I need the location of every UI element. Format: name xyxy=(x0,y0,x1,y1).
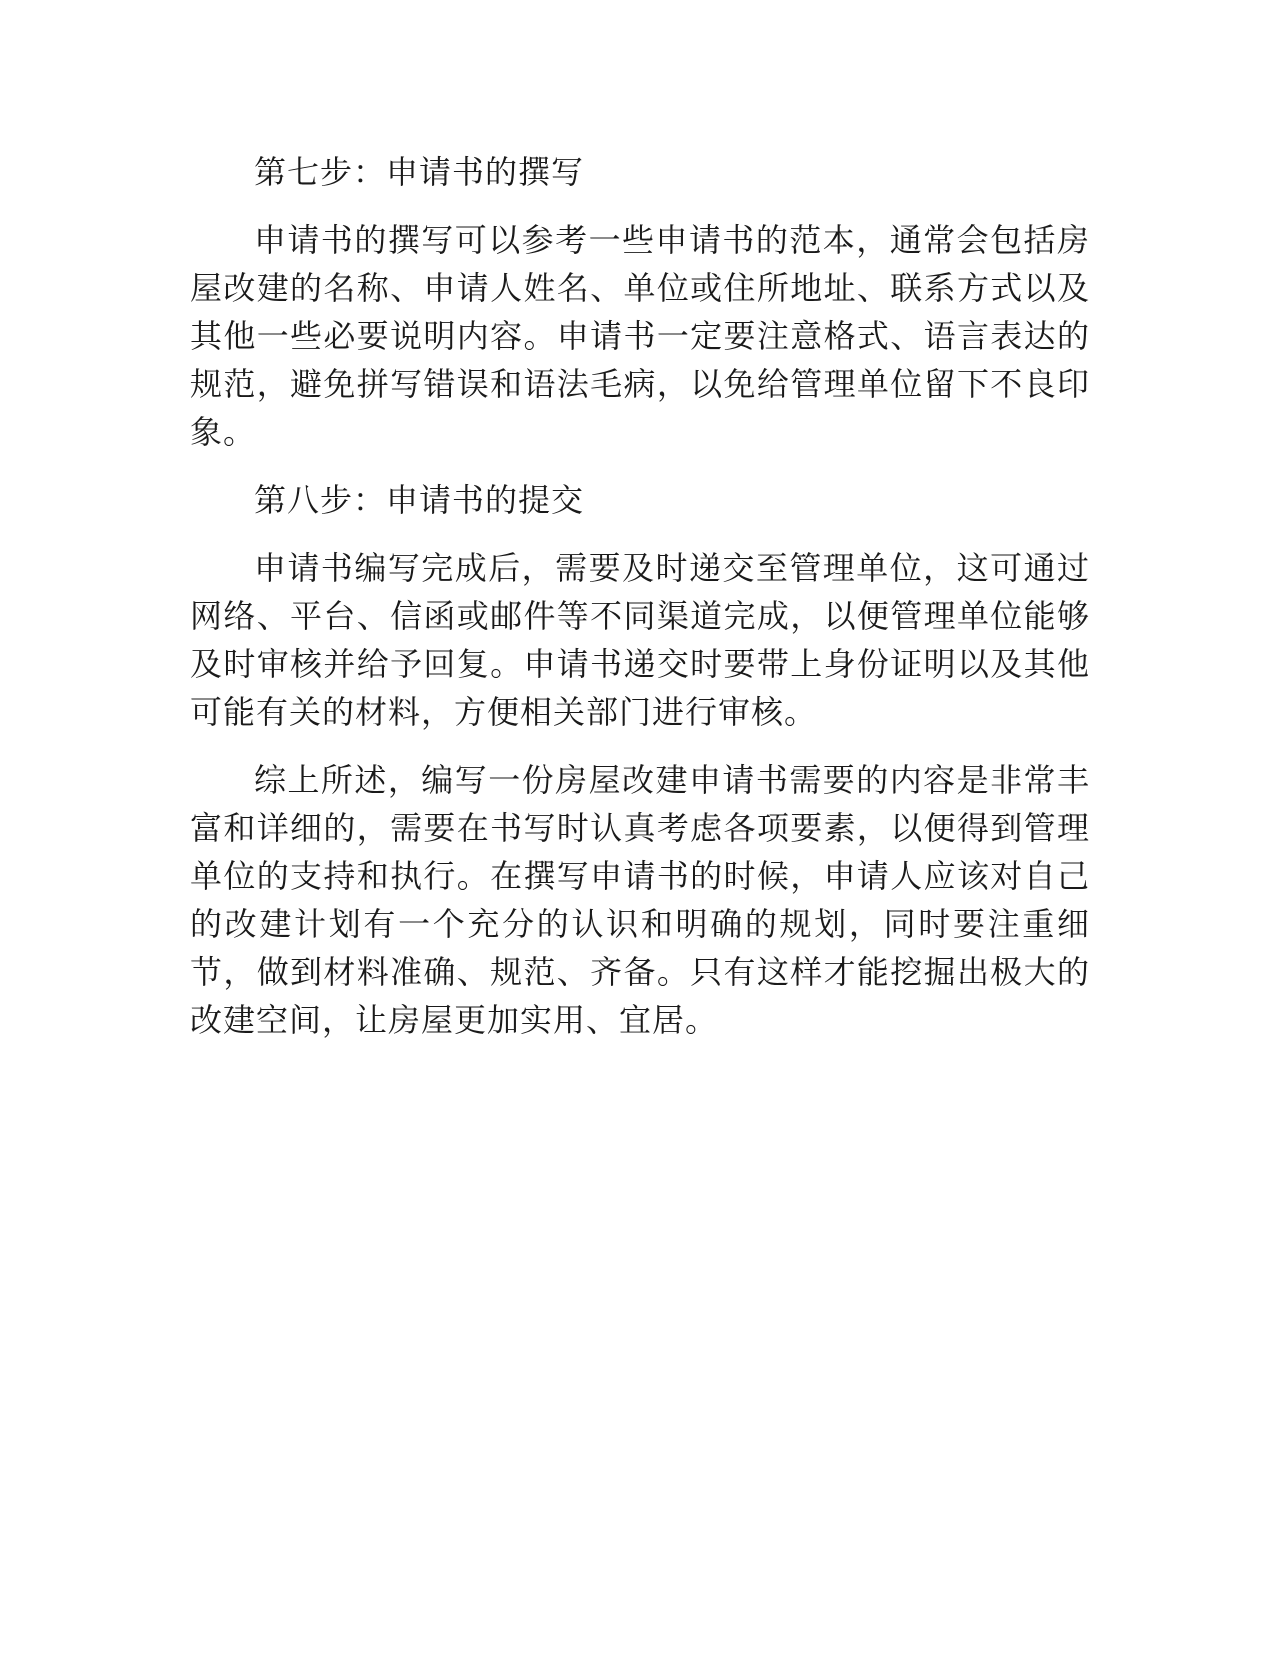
conclusion-paragraph: 综上所述，编写一份房屋改建申请书需要的内容是非常丰富和详细的，需要在书写时认真考虑各项要素，以便得到管理单位的支持和执行。在撰写申请书的时候，申请人应该对自己的改建计划有一个充分的认识和明确的规划，同时要注重细节，做到材料准确、规范、齐备。只有这样才能挖掘出极大的改建空间，让房屋更加实用、宜居。 xyxy=(190,761,1090,1039)
section-paragraph-step-7: 申请书的撰写可以参考一些申请书的范本，通常会包括房屋改建的名称、申请人姓名、单位或住所地址、联系方式以及其他一些必要说明内容。申请书一定要注意格式、语言表达的规范，避免拼写错误和语法毛病，以免给管理单位留下不良印象。 xyxy=(190,221,1090,451)
section-heading-step-8: 第八步：申请书的提交 xyxy=(254,481,585,519)
document-body xyxy=(190,148,1090,1064)
section-heading-step-7: 第七步：申请书的撰写 xyxy=(254,153,585,191)
section-paragraph-step-8: 申请书编写完成后，需要及时递交至管理单位，这可通过网络、平台、信函或邮件等不同渠道完成，以便管理单位能够及时审核并给予回复。申请书递交时要带上身份证明以及其他可能有关的材料，方便相关部门进行审核。 xyxy=(190,549,1090,731)
